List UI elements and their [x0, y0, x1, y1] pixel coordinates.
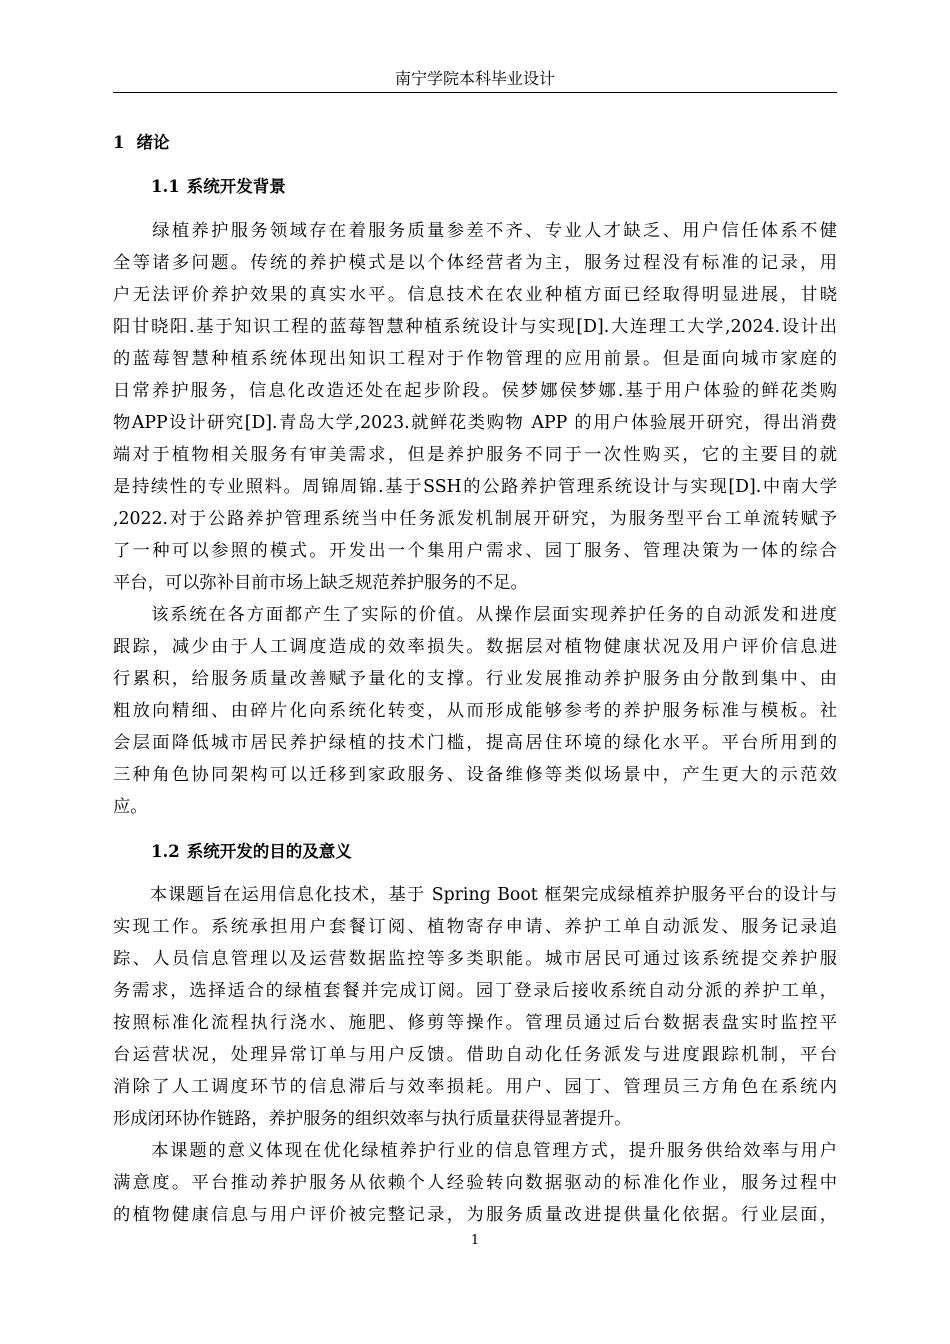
paragraph-line: 跟踪，减少由于人工调度造成的效率损失。数据层对植物健康状况及用户评价信息进 [113, 637, 837, 657]
paragraph-line: 平台，可以弥补目前市场上缺乏规范养护服务的不足。 [113, 573, 528, 593]
paragraph-line: 了一种可以参照的模式。开发出一个集用户需求、园丁服务、管理决策为一体的综合 [113, 541, 837, 561]
paragraph-line: 绿植养护服务领域存在着服务质量参差不齐、专业人才缺乏、用户信任体系不健 [113, 221, 837, 241]
paragraph-purpose-1 [113, 879, 837, 1135]
paragraph-line: ,2022.对于公路养护管理系统当中任务派发机制展开研究，为服务型平台工单流转赋予 [113, 509, 837, 529]
paragraph-line: 的蓝莓智慧种植系统体现出知识工程对于作物管理的应用前景。但是面向城市家庭的 [113, 349, 837, 369]
paragraph-background-2 [113, 599, 837, 823]
paragraph-line: 日常养护服务，信息化改造还处在起步阶段。侯梦娜侯梦娜.基于用户体验的鲜花类购 [113, 381, 837, 401]
section-heading-1-1 [151, 174, 286, 200]
paragraph-line: 粗放向精细、由碎片化向系统化转变，从而形成能够参考的养护服务标准与模板。社 [113, 701, 837, 721]
paragraph-line: 会层面降低城市居民养护绿植的技术门槛，提高居住环境的绿化水平。平台所用到的 [113, 733, 837, 753]
section-title: 系统开发背景 [186, 177, 286, 196]
paragraph-line: 消除了人工调度环节的信息滞后与效率损耗。用户、园丁、管理员三方角色在系统内 [113, 1077, 837, 1097]
paragraph-line: 三种角色协同架构可以迁移到家政服务、设备维修等类似场景中，产生更大的示范效 [113, 765, 837, 785]
paragraph-line: 是持续性的专业照料。周锦周锦.基于SSH的公路养护管理系统设计与实现[D].中南大学 [113, 477, 837, 497]
paragraph-line: 本课题的意义体现在优化绿植养护行业的信息管理方式，提升服务供给效率与用户 [113, 1141, 837, 1161]
paragraph-line: 务需求，选择适合的绿植套餐并完成订阅。园丁登录后接收系统自动分派的养护工单， [113, 981, 837, 1001]
page-header: 南宁学院本科毕业设计 [394, 69, 555, 88]
paragraph-line: 该系统在各方面都产生了实际的价值。从操作层面实现养护任务的自动派发和进度 [113, 605, 837, 625]
paragraph-line: 阳甘晓阳.基于知识工程的蓝莓智慧种植系统设计与实现[D].大连理工大学,2024.设计出 [113, 317, 837, 337]
paragraph-line: 满意度。平台推动养护服务从依赖个人经验转向数据驱动的标准化作业，服务过程中 [113, 1173, 837, 1193]
paragraph-line: 本课题旨在运用信息化技术，基于 Spring Boot 框架完成绿植养护服务平台的设计与 [113, 885, 837, 905]
paragraph-line: 全等诸多问题。传统的养护模式是以个体经营者为主，服务过程没有标准的记录，用 [113, 253, 837, 273]
paragraph-line: 物APP设计研究[D].青岛大学,2023.就鲜花类购物 APP 的用户体验展开研究，得出消费 [113, 413, 837, 433]
section-number: 1.2 [151, 842, 180, 861]
paragraph-line: 端对于植物相关服务有审美需求，但是养护服务不同于一次性购买，它的主要目的就 [113, 445, 837, 465]
section-number: 1.1 [151, 177, 180, 196]
paragraph-line: 应。 [113, 797, 148, 817]
section-title: 系统开发的目的及意义 [186, 842, 352, 861]
paragraph-line: 形成闭环协作链路，养护服务的组织效率与执行质量获得显著提升。 [113, 1109, 632, 1129]
page-number: 1 [470, 1233, 480, 1248]
paragraph-line: 户无法评价养护效果的真实水平。信息技术在农业种植方面已经取得明显进展，甘晓 [113, 285, 837, 305]
paragraph-line: 实现工作。系统承担用户套餐订阅、植物寄存申请、养护工单自动派发、服务记录追 [113, 917, 837, 937]
paragraph-purpose-2 [113, 1135, 837, 1231]
paragraph-line: 的植物健康信息与用户评价被完整记录，为服务质量改进提供量化依据。行业层面， [113, 1205, 837, 1225]
header-rule [113, 92, 837, 93]
paragraph-line: 台运营状况，处理异常订单与用户反馈。借助自动化任务派发与进度跟踪机制，平台 [113, 1045, 837, 1065]
chapter-title: 绪论 [136, 133, 170, 152]
paragraph-line: 踪、人员信息管理以及运营数据监控等多类职能。城市居民可通过该系统提交养护服 [113, 949, 837, 969]
paragraph-background-1 [113, 215, 837, 599]
chapter-heading [113, 130, 169, 156]
section-heading-1-2 [151, 839, 352, 865]
paragraph-line: 行累积，给服务质量改善赋予量化的支撑。行业发展推动养护服务由分散到集中、由 [113, 669, 837, 689]
chapter-number: 1 [113, 133, 125, 152]
paragraph-line: 按照标准化流程执行浇水、施肥、修剪等操作。管理员通过后台数据表盘实时监控平 [113, 1013, 837, 1033]
